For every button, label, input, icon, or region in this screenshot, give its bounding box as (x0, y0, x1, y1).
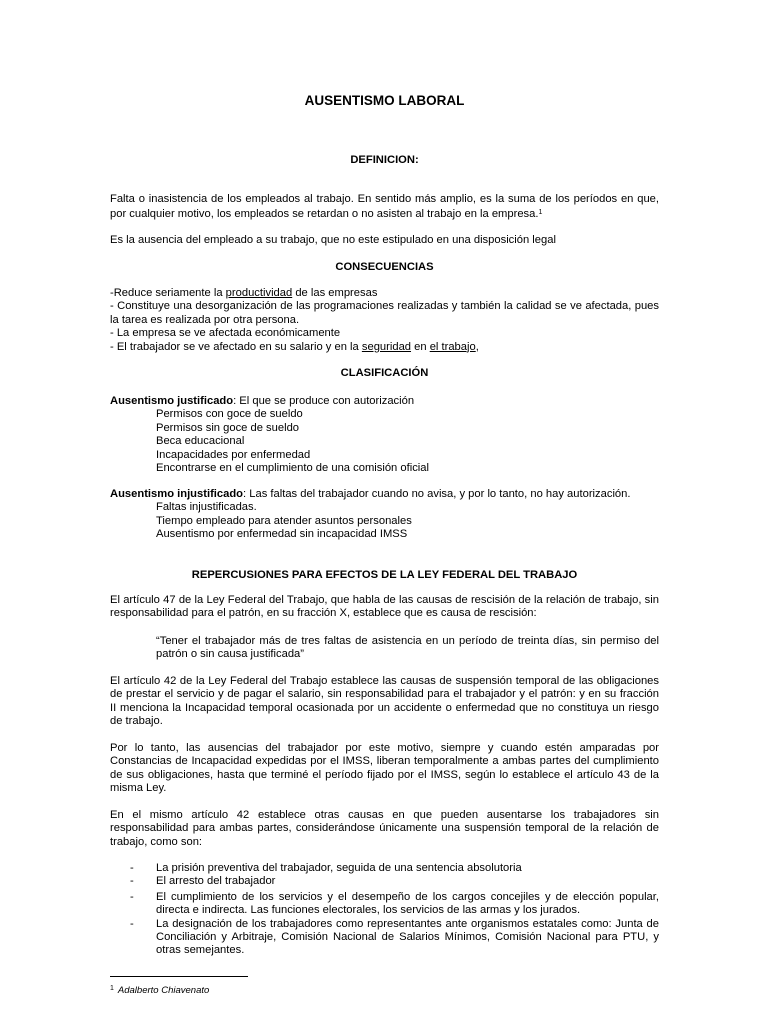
ausentismo-justificado-label: Ausentismo justificado (110, 395, 234, 407)
list-item-text: La designación de los trabajadores como representantes ante organismos estatales como: Junta de Conciliación y Arbitraje, Comisión Nacional de Salarios Mínimos, Comisión Nacional para PTU, y otras semejantes. (156, 917, 659, 957)
consecuencia-item-1-text: -Reduce seriamente la (110, 287, 226, 299)
justificado-item: Encontrarse en el cumplimiento de una comisión oficial (156, 462, 429, 475)
clasificacion-heading: CLASIFICACIÓN (340, 367, 429, 379)
repercusiones-heading: REPERCUSIONES PARA EFECTOS DE LA LEY FEDERAL DEL TRABAJO (191, 569, 578, 581)
justificado-item: Incapacidades por enfermedad (156, 448, 311, 461)
ausentismo-injustificado-text: : Las faltas del trabajador cuando no avisa, y por lo tanto, no hay autorización. (243, 488, 631, 500)
consecuencia-item-4 (110, 341, 659, 354)
ausentismo-injustificado-line (110, 488, 659, 501)
ausentismo-justificado-text: : El que se produce con autorización (233, 395, 415, 407)
consecuencias-heading: CONSECUENCIAS (335, 261, 434, 273)
repercusiones-paragraph-1: El artículo 47 de la Ley Federal del Trabajo, que habla de las causas de rescisión de la relación de trabajo, sin responsabilidad para el patrón, en su fracción X, establece que es causa de rescisión: (110, 594, 659, 620)
consecuencia-item-1-end: de las empresas (292, 287, 378, 299)
injustificado-item: Tiempo empleado para atender asuntos personales (156, 514, 412, 527)
consecuencia-item-4-end: , (475, 340, 479, 353)
dash-bullet: - (130, 862, 134, 874)
list-item (110, 918, 659, 958)
definicion-paragraph-1 (110, 193, 659, 222)
footnote-text: Adalberto Chiavenato (117, 985, 210, 996)
ausentismo-justificado-line (110, 395, 659, 408)
justificado-item: Permisos sin goce de sueldo (156, 421, 300, 434)
footnote-reference[interactable]: 1 (538, 209, 543, 217)
definicion-heading: DEFINICION: (350, 154, 419, 166)
el-trabajo-link[interactable]: el trabajo (429, 340, 476, 353)
footnote (110, 982, 209, 997)
consecuencia-item-4-mid: en (411, 340, 430, 353)
list-item-text: El cumplimiento de los servicios y el desempeño de los cargos concejiles y de elección popular, directa e indirecta. Las funciones electorales, los servicios de las armas y los jurados. (156, 890, 659, 917)
footnote-number: 1 (110, 985, 114, 992)
productividad-link[interactable]: productividad (225, 287, 293, 299)
consecuencia-item-3: - La empresa se ve afectada económicamente (110, 327, 341, 340)
footnote-separator (110, 976, 248, 977)
injustificado-item: Ausentismo por enfermedad sin incapacidad IMSS (156, 528, 408, 541)
definicion-paragraph-2: Es la ausencia del empleado a su trabajo, que no este estipulado en una disposición legal (110, 234, 556, 246)
definicion-paragraph-1-text: Falta o inasistencia de los empleados al trabajo. En sentido más amplio, es la suma de los períodos en que, por cualquier motivo, los empleados se retardan o no asisten al trabajo en la empresa. (110, 193, 659, 221)
dash-bullet: - (130, 917, 134, 930)
consecuencias-list (110, 287, 659, 354)
list-item-text: El arresto del trabajador (156, 875, 276, 888)
dash-bullet: - (130, 890, 134, 903)
list-item (110, 875, 659, 888)
seguridad-link[interactable]: seguridad (361, 340, 412, 353)
repercusiones-paragraph-3: Por lo tanto, las ausencias del trabajador por este motivo, siempre y cuando estén amparadas por Constancias de Incapacidad expedidas por el IMSS, liberan temporalmente a ambas partes del cumplimiento de sus obligaciones, hasta que terminé el período fijado por el IMSS, según lo establece el artículo 43 de la misma Ley. (110, 742, 659, 795)
justificado-item: Permisos con goce de sueldo (156, 408, 303, 421)
justificado-item: Beca educacional (156, 435, 245, 448)
repercusiones-paragraph-4: En el mismo artículo 42 establece otras causas en que pueden ausentarse los trabajadores sin responsabilidad para ambas partes, considerándose únicamente una suspensión temporal de la relación de trabajo, como son: (110, 809, 659, 848)
ausentismo-justificado-block (110, 395, 659, 475)
rescision-quote: “Tener el trabajador más de tres faltas de asistencia en un período de treinta días, sin permiso del patrón o sin causa justificada” (156, 635, 659, 661)
consecuencia-item-4-text: - El trabajador se ve afectado en su salario y en la (110, 340, 362, 353)
repercusiones-paragraph-2: El artículo 42 de la Ley Federal del Trabajo establece las causas de suspensión temporal de las obligaciones de prestar el servicio y de pagar el salario, sin responsabilidad para el trabajador y el patrón: y en su fracción II menciona la Incapacidad temporal ocasionada por un accidente o enfermedad que no constituya un riesgo de trabajo. (110, 675, 659, 728)
ausentismo-injustificado-label: Ausentismo injustificado (110, 488, 244, 500)
list-item (110, 891, 659, 918)
injustificado-item: Faltas injustificadas. (156, 501, 257, 514)
consecuencia-item-1 (110, 287, 659, 300)
list-item (110, 862, 659, 875)
suspension-causes-list (110, 862, 659, 958)
list-item-text: La prisión preventiva del trabajador, seguida de una sentencia absolutoria (156, 862, 522, 874)
consecuencia-item-2: - Constituye una desorganización de las programaciones realizadas y también la calidad se ve afectada, pues la tarea es realizada por otra persona. (110, 300, 659, 326)
document-title: AUSENTISMO LABORAL (304, 93, 465, 108)
dash-bullet: - (130, 875, 134, 888)
ausentismo-injustificado-block (110, 488, 659, 542)
